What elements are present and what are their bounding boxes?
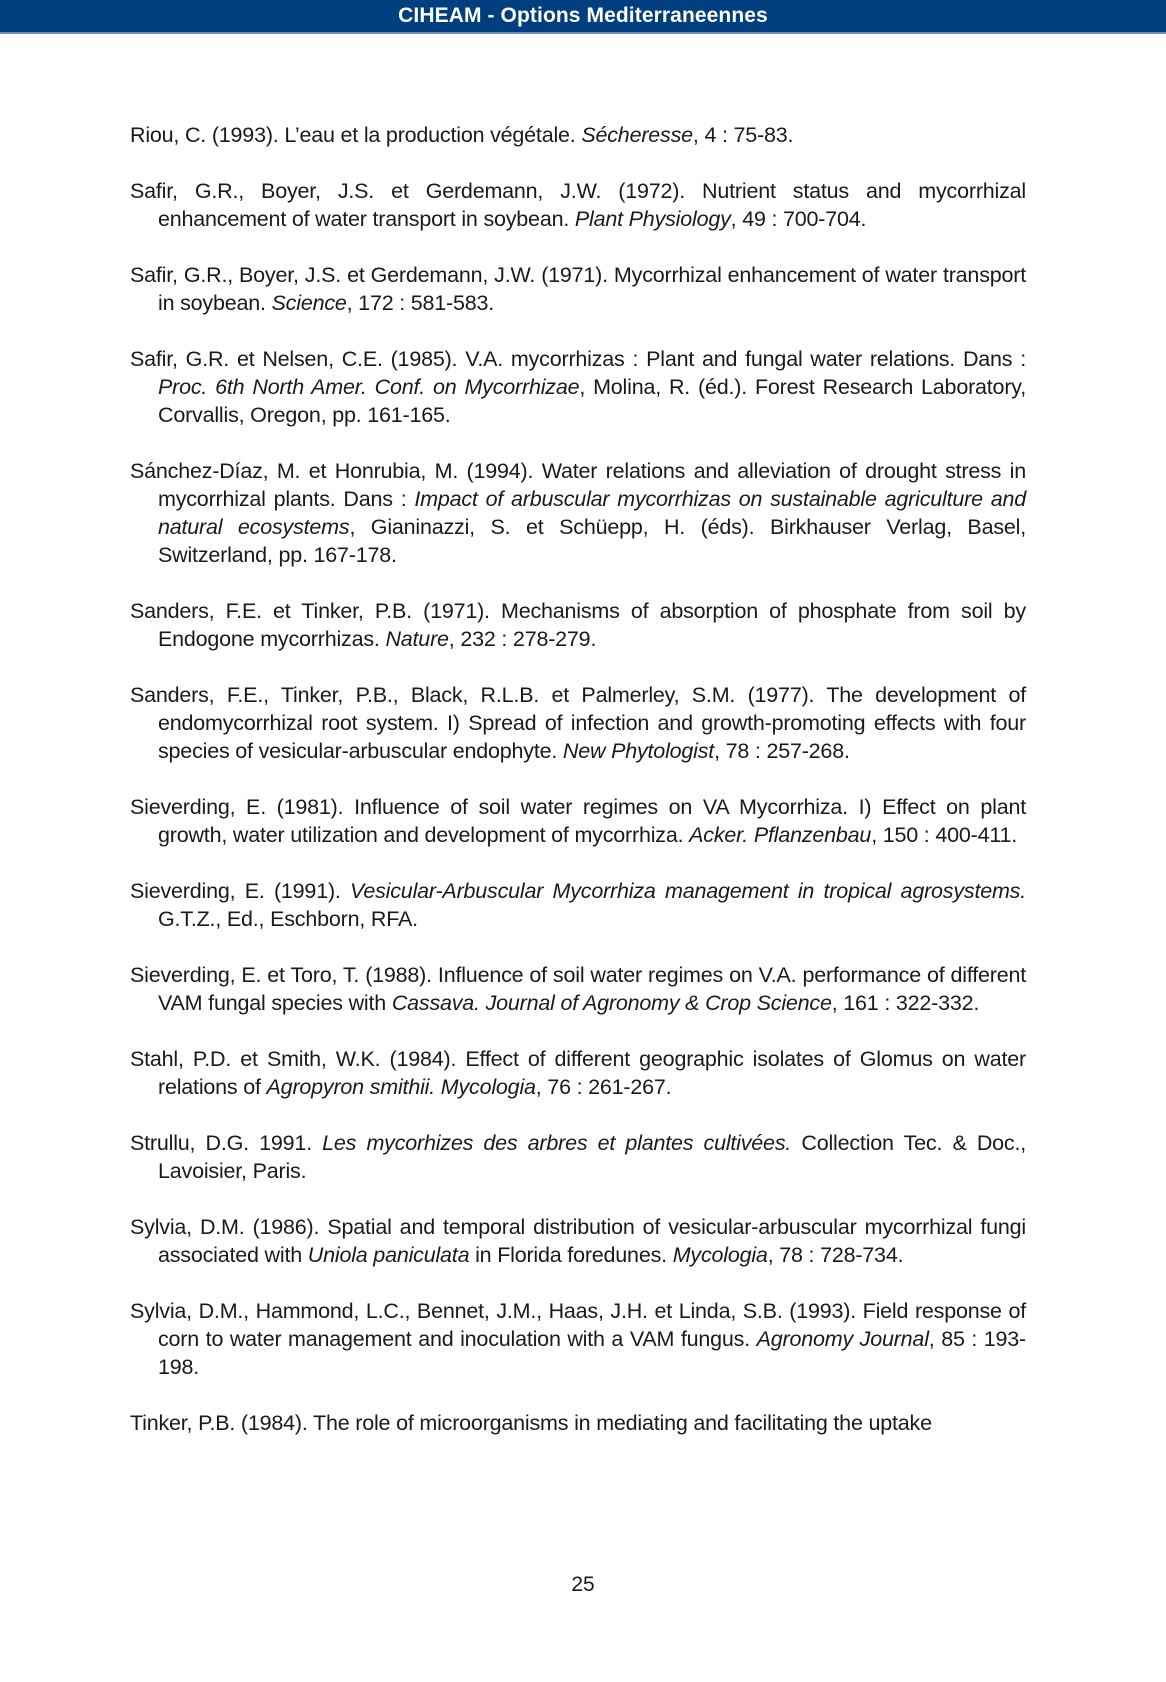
reference-text-segment: Safir, G.R., Boyer, J.S. et Gerdemann, J.W. (1972). Nutrient status and mycorrhizal enhancement of water transport in soybean. [130, 179, 1026, 231]
reference-entry [130, 345, 1026, 429]
reference-list [130, 121, 1026, 1465]
reference-text-segment: Strullu, D.G. 1991. [130, 1131, 323, 1155]
reference-italic-segment: Agropyron smithii. Mycologia [266, 1075, 536, 1099]
reference-text-segment: , Gianinazzi, S. et Schüepp, H. (éds). Birkhauser Verlag, Basel, Switzerland, pp. 167-178. [158, 515, 1026, 567]
reference-text-segment: Stahl, P.D. et Smith, W.K. (1984). Effect of different geographic isolates of Glomus on water relations of [130, 1047, 1026, 1099]
reference-text-segment: Sanders, F.E. et Tinker, P.B. (1971). Mechanisms of absorption of phosphate from soil by Endogone mycorrhizas. [130, 599, 1026, 651]
reference-entry [130, 457, 1026, 569]
reference-italic-segment: New Phytologist [562, 739, 715, 763]
reference-entry [130, 177, 1026, 233]
reference-entry [130, 597, 1026, 653]
reference-italic-segment: Impact of arbuscular mycorrhizas on sustainable agriculture and natural ecosystems [158, 487, 1026, 539]
reference-text-segment: Sylvia, D.M., Hammond, L.C., Bennet, J.M., Haas, J.H. et Linda, S.B. (1993). Field response of corn to water management and inoculation with a VAM fungus. [130, 1299, 1026, 1351]
reference-text-segment: , Molina, R. (éd.). Forest Research Laboratory, Corvallis, Oregon, pp. 161-165. [158, 375, 1027, 427]
reference-text-segment: , 78 : 728-734. [767, 1243, 904, 1267]
reference-text-segment: , 76 : 261-267. [535, 1075, 672, 1099]
page-header-banner [0, 0, 1166, 34]
reference-text-segment: Riou, C. (1993). L’eau et la production végétale. [130, 123, 582, 147]
reference-text-segment: , 172 : 581-583. [346, 291, 495, 315]
reference-text-segment: Safir, G.R., Boyer, J.S. et Gerdemann, J.W. (1971). Mycorrhizal enhancement of water transport in soybean. [130, 263, 1026, 315]
reference-text-segment: Sieverding, E. et Toro, T. (1988). Influence of soil water regimes on V.A. performance of different VAM fungal species with [130, 963, 1026, 1015]
reference-italic-segment: Les mycorhizes des arbres et plantes cultivées. [322, 1131, 792, 1155]
reference-italic-segment: Mycologia [672, 1243, 768, 1267]
reference-entry [130, 121, 1026, 149]
reference-entry [130, 961, 1026, 1017]
reference-italic-segment: Nature [385, 627, 449, 651]
reference-text-segment: , 4 : 75-83. [692, 123, 794, 147]
reference-italic-segment: Uniola paniculata [307, 1243, 470, 1267]
reference-text-segment: Sieverding, E. (1991). [130, 879, 351, 903]
reference-text-segment: in Florida foredunes. [469, 1243, 673, 1267]
reference-text-segment: , 232 : 278-279. [448, 627, 597, 651]
reference-text-segment: G.T.Z., Ed., Eschborn, RFA. [158, 907, 418, 931]
reference-italic-segment: Sécheresse [581, 123, 693, 147]
reference-entry [130, 1129, 1026, 1185]
reference-entry [130, 1213, 1026, 1269]
reference-text-segment: Sanders, F.E., Tinker, P.B., Black, R.L.B. et Palmerley, S.M. (1977). The development of endomycorrhizal root system. I) Spread of infection and growth-promoting effects with four species of vesicular-arbuscular endophyte. [130, 683, 1026, 763]
reference-italic-segment: Cassava. Journal of Agronomy & Crop Science [391, 991, 832, 1015]
reference-entry [130, 261, 1026, 317]
reference-entry [130, 1409, 1026, 1437]
reference-text-segment: Tinker, P.B. (1984). The role of microorganisms in mediating and facilitating the uptake [130, 1411, 932, 1435]
reference-text-segment: Safir, G.R. et Nelsen, C.E. (1985). V.A. mycorrhizas : Plant and fungal water relations. Dans : [130, 347, 1026, 371]
reference-entry [130, 877, 1026, 933]
reference-text-segment: , 78 : 257-268. [714, 739, 850, 763]
reference-text-segment: , 150 : 400-411. [871, 823, 1018, 847]
reference-text-segment: Collection Tec. & Doc., Lavoisier, Paris. [158, 1131, 1026, 1183]
reference-entry [130, 681, 1026, 765]
reference-entry [130, 1297, 1026, 1381]
reference-text-segment: Sylvia, D.M. (1986). Spatial and temporal distribution of vesicular-arbuscular mycorrhizal fungi associated with [130, 1215, 1026, 1267]
reference-italic-segment: Science [271, 291, 347, 315]
reference-text-segment: , 85 : 193-198. [158, 1327, 1026, 1379]
reference-text-segment: Sieverding, E. (1981). Influence of soil water regimes on VA Mycorrhiza. I) Effect on plant growth, water utilization and development of mycorrhiza. [130, 795, 1026, 847]
reference-italic-segment: Agronomy Journal [756, 1327, 929, 1351]
reference-text-segment: Sánchez-Díaz, M. et Honrubia, M. (1994). Water relations and alleviation of drought stress in mycorrhizal plants. Dans : [130, 459, 1026, 511]
reference-italic-segment: Plant Physiology [574, 207, 731, 231]
reference-italic-segment: Acker. Pflanzenbau [689, 823, 872, 847]
reference-text-segment: , 161 : 322-332. [831, 991, 980, 1015]
reference-italic-segment: Vesicular-Arbuscular Mycorrhiza management in tropical agrosystems. [350, 879, 1027, 903]
page-number: 25 [571, 1573, 595, 1596]
reference-entry [130, 793, 1026, 849]
reference-entry [130, 1045, 1026, 1101]
header-title: CIHEAM - Options Mediterraneennes [398, 4, 768, 27]
reference-text-segment: , 49 : 700-704. [730, 207, 867, 231]
reference-italic-segment: Proc. 6th North Amer. Conf. on Mycorrhizae [158, 375, 580, 399]
